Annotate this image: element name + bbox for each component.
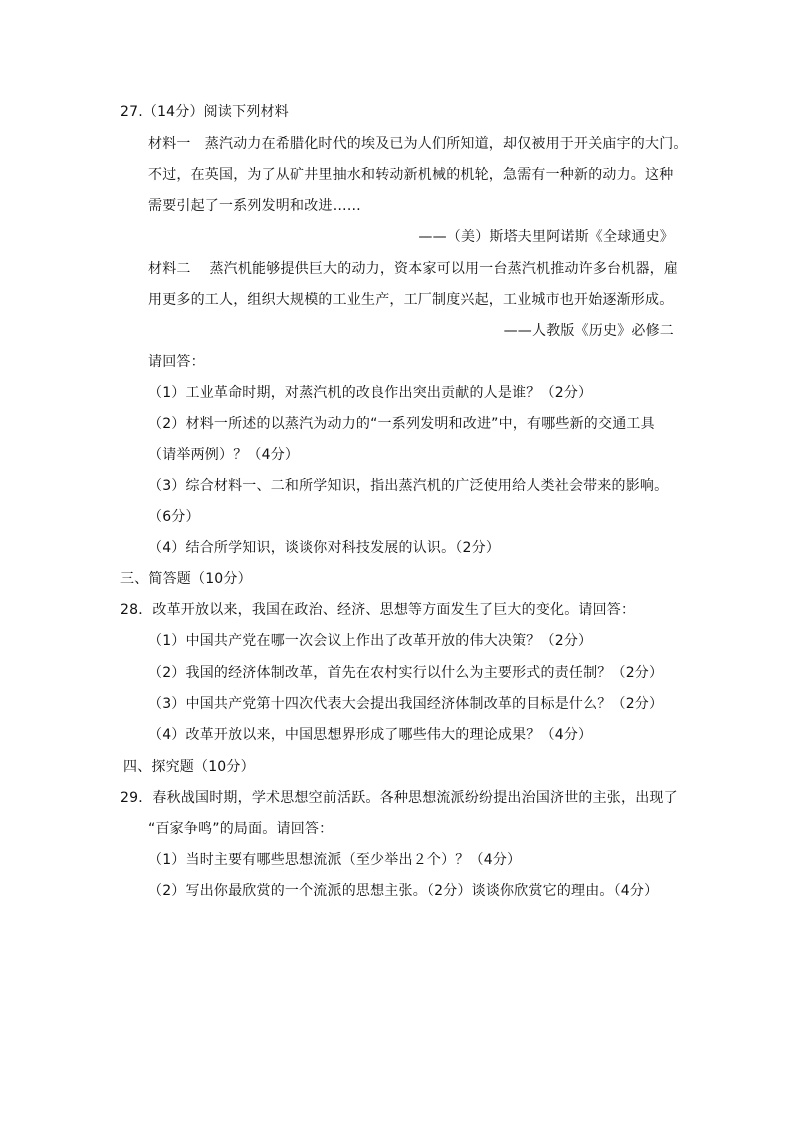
material-1-line: 不过，在英国，为了从矿井里抽水和转动新机械的机轮，急需有一种新的动力。这种 xyxy=(148,167,674,183)
material-2-source: ——人教版《历史》必修二 xyxy=(503,323,674,339)
question-28-item: （2）我国的经济体制改革，首先在农村实行以什么为主要形式的责任制？（2分） xyxy=(148,665,664,681)
question-28-item: （1）中国共产党在哪一次会议上作出了改革开放的伟大决策？（2分） xyxy=(148,633,593,649)
section-3-heading: 三、简答题（10分） xyxy=(120,571,252,587)
question-29-header-continued: “百家争鸣”的局面。请回答： xyxy=(148,821,334,837)
section-4-heading: 四、探究题（10分） xyxy=(123,759,255,775)
question-27-item: （1）工业革命时期，对蒸汽机的改良作出突出贡献的人是谁？（2分） xyxy=(148,385,593,401)
question-29-item: （1）当时主要有哪些思想流派（至少举出２个）？（4分） xyxy=(148,852,522,868)
question-27-item: （4）结合所学知识，谈谈你对科技发展的认识。（2分） xyxy=(148,540,501,556)
question-27-item: （6分） xyxy=(148,509,200,525)
material-2-line: 材料二 蒸汽机能够提供巨大的动力，资本家可以用一台蒸汽机推动许多台机器，雇 xyxy=(148,261,679,277)
question-29-item: （2）写出你最欣赏的一个流派的思想主张。（2分）谈谈你欣赏它的理由。（4分） xyxy=(148,883,659,899)
answer-prompt: 请回答： xyxy=(148,354,205,370)
question-27-header: 27.（14分）阅读下列材料 xyxy=(120,104,289,120)
question-28-item: （3）中国共产党第十四次代表大会提出我国经济体制改革的目标是什么？（2分） xyxy=(148,696,664,712)
material-2-line: 用更多的工人，组织大规模的工业生产，工厂制度兴起，工业城市也开始逐渐形成。 xyxy=(148,292,674,308)
question-27-item: （3）综合材料一、二和所学知识，指出蒸汽机的广泛使用给人类社会带来的影响。 xyxy=(148,478,669,494)
material-1-line: 需要引起了一系列发明和改进…… xyxy=(148,198,361,214)
question-27-item: （请举两例）？（4分） xyxy=(148,447,300,463)
material-1-line: 材料一 蒸汽动力在希腊化时代的埃及已为人们所知道，却仅被用于开关庙宇的大门。 xyxy=(148,136,688,152)
question-28-item: （4）改革开放以来，中国思想界形成了哪些伟大的理论成果？（4分） xyxy=(148,727,593,743)
question-27-item: （2）材料一所述的以蒸汽为动力的“一系列发明和改进”中，有哪些新的交通工具 xyxy=(148,416,655,432)
question-29-header: 29．春秋战国时期，学术思想空前活跃。各种思想流派纷纷提出治国济世的主张，出现了 xyxy=(120,790,678,806)
material-1-source: ——（美）斯塔夫里阿诺斯《全球通史》 xyxy=(418,229,674,245)
question-28-header: 28．改革开放以来，我国在政治、经济、思想等方面发生了巨大的变化。请回答： xyxy=(120,602,636,618)
